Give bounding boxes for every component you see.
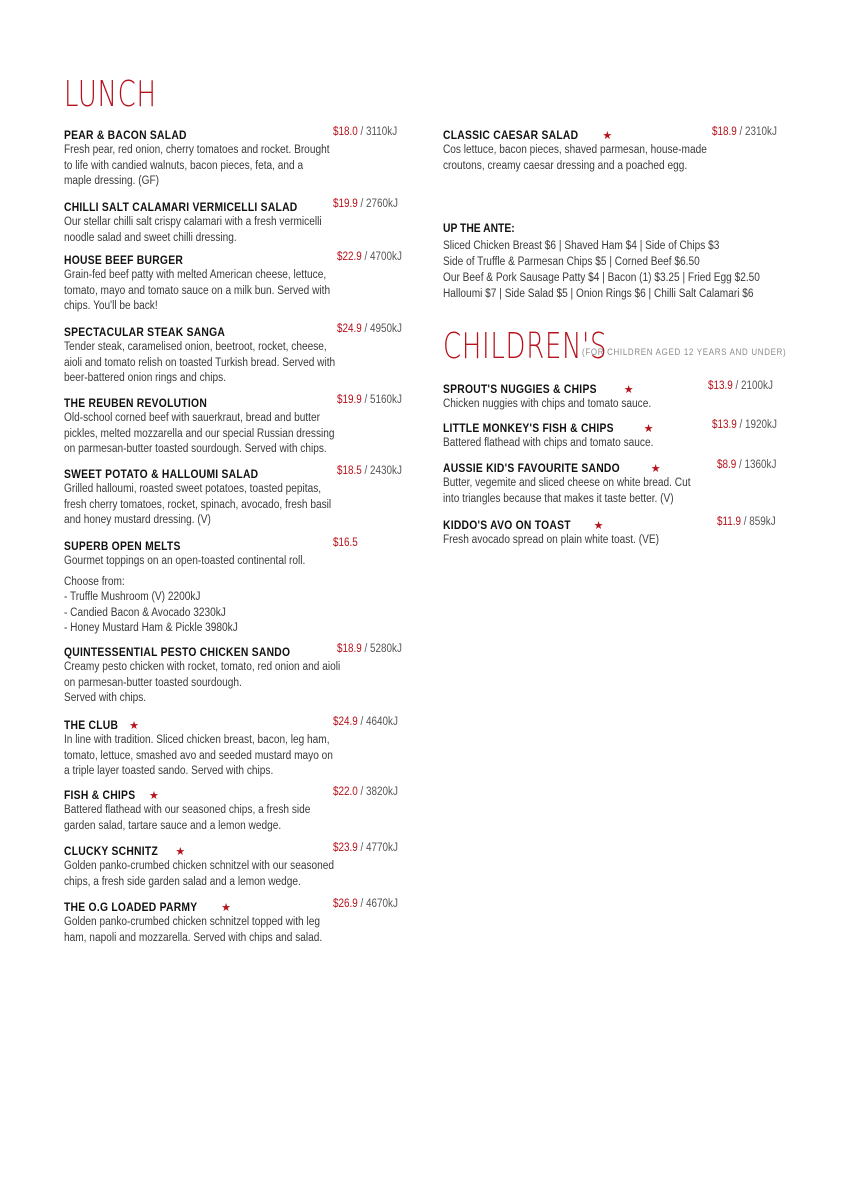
star-icon: ★ [221,902,231,914]
menu-item [64,716,409,780]
item-description: Battered flathead with chips and tomato sauce. [443,437,654,449]
item-description: Fresh pear, red onion, cherry tomatoes and rocket. Brought to life with candied walnuts, bacon pieces, feta, and a maple dressing. (GF) [64,144,330,187]
item-price: $18.5 / 2430kJ [337,465,402,477]
menu-item [64,898,409,946]
item-description: Creamy pesto chicken with rocket, tomato, red onion and aioli on parmesan-butter toasted sourdough. Served with chips. [64,661,341,704]
item-name: LITTLE MONKEY'S FISH & CHIPS [443,421,614,435]
menu-item [443,419,788,452]
item-price: $23.9 / 4770kJ [333,842,398,854]
menu-item [64,126,409,190]
item-description: Grilled halloumi, roasted sweet potatoes, toasted pepitas, fresh cherry tomatoes, rocket, spinach, avocado, fresh basil and honey mustard dressing. (V) [64,483,332,526]
item-description: Golden panko-crumbed chicken schnitzel with our seasoned chips, a fresh side garden salad and a lemon wedge. [64,860,335,888]
menu-item [64,842,409,890]
star-icon: ★ [175,846,186,858]
menu-item [64,198,409,246]
item-price: $18.9 / 2310kJ [712,126,777,138]
item-price: $26.9 / 4670kJ [333,898,398,910]
item-name: CHILLI SALT CALAMARI VERMICELLI SALAD [64,200,298,214]
item-price: $11.9 / 859kJ [717,516,776,528]
item-name: SPROUT'S NUGGIES & CHIPS [443,382,597,396]
childrens-age-note: (FOR CHILDREN AGED 12 YEARS AND UNDER) [582,347,787,357]
item-name: THE O.G LOADED PARMY [64,900,198,914]
item-price: $13.9 / 2100kJ [708,380,773,392]
star-icon: ★ [650,463,661,475]
star-icon: ★ [643,423,654,435]
add-ons-line: Our Beef & Pork Sausage Patty $4 | Bacon (1) $3.25 | Fried Egg $2.50 [443,272,760,284]
item-price: $22.0 / 3820kJ [333,786,398,798]
item-price: $18.0 / 3110kJ [333,126,398,138]
item-name: PEAR & BACON SALAD [64,128,187,142]
item-price: $16.5 [333,537,358,549]
item-description: Golden panko-crumbed chicken schnitzel topped with leg ham, napoli and mozzarella. Served with chips and salad. [64,916,323,944]
add-ons-line: Sliced Chicken Breast $6 | Shaved Ham $4 | Side of Chips $3 [443,240,720,252]
item-description: Grain-fed beef patty with melted American cheese, lettuce, tomato, mayo and tomato sauce on a milk bun. Served with chips. You'll be back! [64,269,331,312]
item-description: Our stellar chilli salt crispy calamari with a fresh vermicelli noodle salad and sweet chilli dressing. [64,216,322,244]
item-name: SWEET POTATO & HALLOUMI SALAD [64,467,259,481]
item-price: $24.9 / 4950kJ [337,323,402,335]
item-price: $8.9 / 1360kJ [717,459,777,471]
menu-item [64,251,409,315]
item-description: Old-school corned beef with sauerkraut, bread and butter pickles, melted mozzarella and our special Russian dressing on parmesan-butter toasted sourdough. Served with chips. [64,412,335,455]
menu-item [443,380,788,413]
menu-item [443,516,788,549]
item-description: Chicken nuggies with chips and tomato sauce. [443,398,652,410]
menu-item [64,323,409,387]
item-name: SPECTACULAR STEAK SANGA [64,325,226,339]
star-icon: ★ [593,520,604,532]
star-icon: ★ [148,790,159,802]
menu-item [64,465,409,529]
item-name: CLASSIC CAESAR SALAD [443,128,579,142]
item-description: Gourmet toppings on an open-toasted continental roll. [64,555,306,567]
item-description: Battered flathead with our seasoned chips, a fresh side garden salad, tartare sauce and a lemon wedge. [64,804,311,832]
menu-item [443,459,788,507]
menu-item [64,537,409,637]
item-description: In line with tradition. Sliced chicken breast, bacon, leg ham, tomato, lettuce, smashed avo and seeded mustard mayo on a triple layer toasted sando. Served with chips. [64,734,333,777]
star-icon: ★ [602,130,613,142]
item-name: THE REUBEN REVOLUTION [64,396,208,410]
add-ons-list [443,238,760,302]
item-price: $19.9 / 2760kJ [333,198,398,210]
item-name: FISH & CHIPS [64,788,136,802]
item-name: KIDDO'S AVO ON TOAST [443,518,571,532]
item-name: SUPERB OPEN MELTS [64,539,181,553]
childrens-section-title: CHILDREN'S [443,326,608,367]
item-price: $13.9 / 1920kJ [712,419,777,431]
item-description: Butter, vegemite and sliced cheese on white bread. Cut into triangles because that makes it taste better. (V) [443,477,691,505]
star-icon: ★ [623,384,634,396]
lunch-section-title: LUNCH [64,74,157,115]
item-choices: Choose from: - Truffle Mushroom (V) 2200kJ - Candied Bacon & Avocado 3230kJ - Honey Mustard Ham & Pickle 3980kJ [64,575,238,634]
item-name: CLUCKY SCHNITZ [64,844,159,858]
item-price: $24.9 / 4640kJ [333,716,398,728]
add-ons-line: Halloumi $7 | Side Salad $5 | Onion Rings $6 | Chilli Salt Calamari $6 [443,288,754,300]
item-name: QUINTESSENTIAL PESTO CHICKEN SANDO [64,645,291,659]
menu-item [64,394,409,458]
item-name: HOUSE BEEF BURGER [64,253,184,267]
item-name: AUSSIE KID'S FAVOURITE SANDO [443,461,620,475]
menu-item [443,126,788,174]
add-ons-title: UP THE ANTE: [443,221,515,235]
item-price: $19.9 / 5160kJ [337,394,402,406]
item-price: $22.9 / 4700kJ [337,251,402,263]
add-ons-line: Side of Truffle & Parmesan Chips $5 | Corned Beef $6.50 [443,256,700,268]
star-icon: ★ [129,720,139,732]
item-price: $18.9 / 5280kJ [337,643,402,655]
item-description: Fresh avocado spread on plain white toast. (VE) [443,534,660,546]
menu-item [64,786,409,834]
item-name: THE CLUB [64,718,119,732]
menu-item [64,643,409,707]
item-description: Tender steak, caramelised onion, beetroot, rocket, cheese, aioli and tomato relish on toasted Turkish bread. Served with beer-battered onion rings and chips. [64,341,336,384]
item-description: Cos lettuce, bacon pieces, shaved parmesan, house-made croutons, creamy caesar dressing and a poached egg. [443,144,707,172]
